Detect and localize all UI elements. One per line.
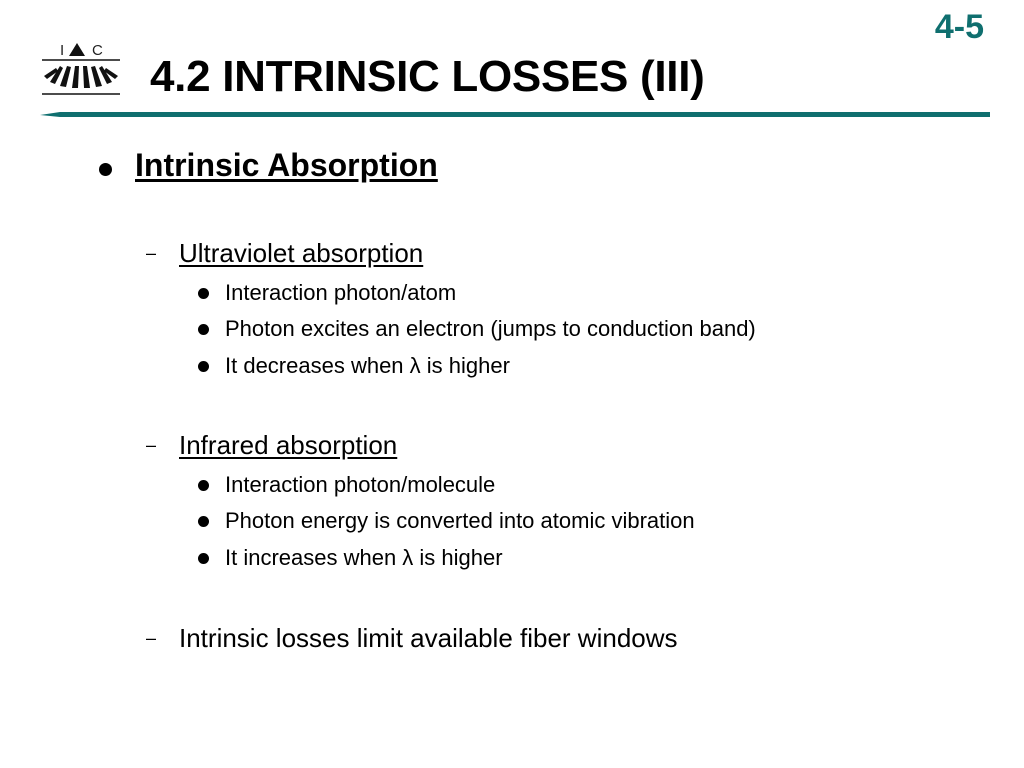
- section-label: Infrared absorption: [179, 430, 398, 460]
- slide-title: 4.2 INTRINSIC LOSSES (III): [150, 52, 705, 101]
- list-item-text: Interaction photon/atom: [225, 280, 457, 305]
- svg-text:I: I: [60, 42, 65, 59]
- slide-number: 4-5: [934, 8, 984, 46]
- bullet-dot-icon: [198, 361, 209, 372]
- section-label: Ultraviolet absorption: [179, 238, 424, 268]
- bullet-dot-icon: [198, 324, 209, 335]
- list-item-text: Interaction photon/molecule: [225, 472, 496, 497]
- bullet-dot-icon: [198, 553, 209, 564]
- list-item-text: It increases when λ is higher: [225, 545, 503, 570]
- list-item-text: Photon excites an electron (jumps to conduction band): [225, 316, 756, 341]
- iac-logo-icon: [36, 38, 126, 110]
- list-item-text: Photon energy is converted into atomic vibration: [225, 508, 695, 533]
- dash-marker: –: [146, 243, 157, 263]
- bullet-dot-icon: [99, 163, 112, 176]
- main-bullet-heading: Intrinsic Absorption: [135, 147, 438, 183]
- svg-text:C: C: [92, 42, 103, 59]
- list-item-text: It decreases when λ is higher: [225, 353, 510, 378]
- bullet-dot-icon: [198, 516, 209, 527]
- bullet-dot-icon: [198, 288, 209, 299]
- dash-marker: –: [146, 628, 157, 648]
- bullet-dot-icon: [198, 480, 209, 491]
- dash-marker: –: [146, 435, 157, 455]
- title-underline-rule: [40, 109, 990, 117]
- section-label: Intrinsic losses limit available fiber windows: [179, 623, 678, 653]
